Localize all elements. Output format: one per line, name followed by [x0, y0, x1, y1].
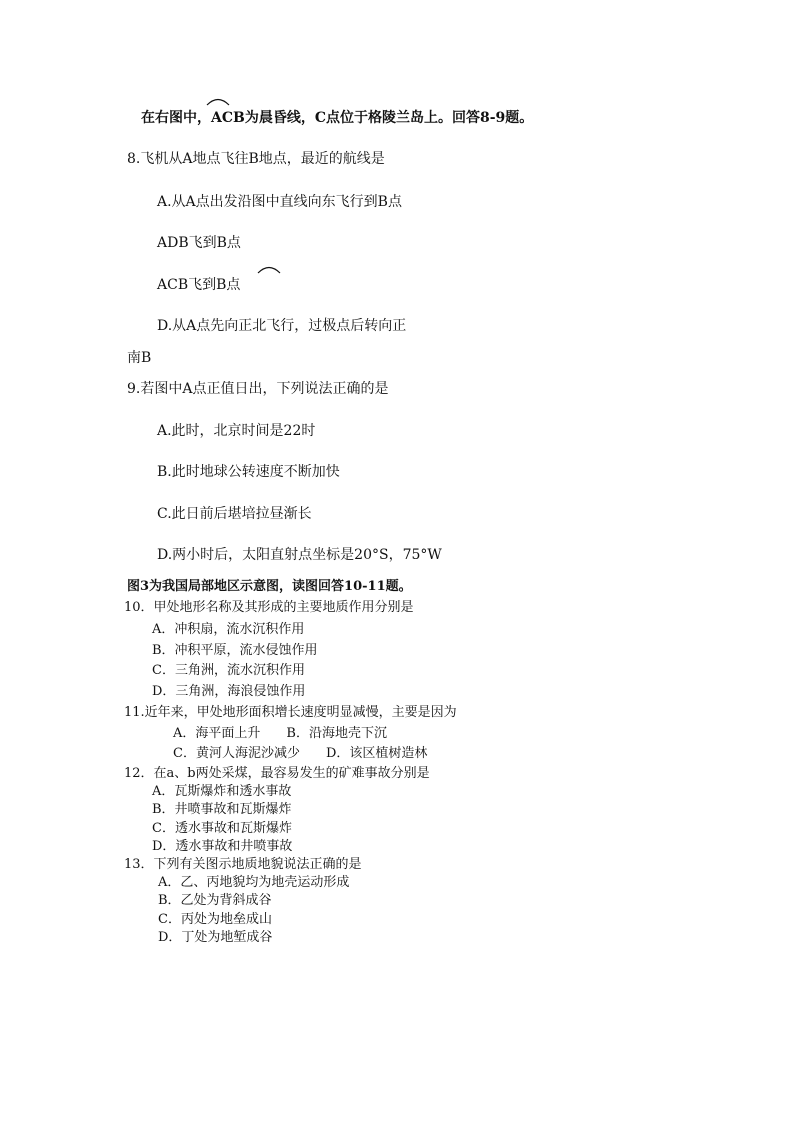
- arc-mark-icon: [257, 264, 281, 274]
- q10-option-d: D．三角洲，海浪侵蚀作用: [152, 684, 306, 699]
- q9-option-a: A.此时，北京时间是22时: [157, 423, 316, 439]
- q12-option-d: D．透水事故和井喷事故: [152, 839, 293, 854]
- q8-option-b: ADB飞到B点: [157, 235, 241, 251]
- q9-stem: 9.若图中A点正值日出，下列说法正确的是: [127, 381, 389, 397]
- q8-option-a: A.从A点出发沿图中直线向东飞行到B点: [157, 194, 402, 210]
- q12-option-a: A．瓦斯爆炸和透水事故: [152, 784, 292, 799]
- q13-option-b: B．乙处为背斜成谷: [158, 893, 272, 908]
- q13-option-c: C．丙处为地垒成山: [158, 912, 272, 927]
- q10-stem: 10．甲处地形名称及其形成的主要地质作用分别是: [124, 600, 414, 615]
- q8-option-c: ACB飞到B点: [157, 277, 241, 293]
- q10-option-b: B．冲积平原，流水侵蚀作用: [152, 643, 318, 658]
- q10-option-a: A．冲积扇，流水沉积作用: [152, 622, 305, 637]
- q13-option-d: D．丁处为地堑成谷: [158, 930, 273, 945]
- q9-option-d: D.两小时后，太阳直射点坐标是20°S，75°W: [157, 547, 442, 563]
- q11-options-row2: C．黄河人海泥沙减少 D．该区植树造林: [173, 746, 428, 761]
- section2-intro: 图3为我国局部地区示意图，读图回答10-11题。: [127, 579, 412, 594]
- arc-mark-icon: [206, 96, 230, 106]
- q11-stem: 11.近年来，甲处地形面积增长速度明显减慢，主要是因为: [124, 705, 457, 720]
- q8-option-d-continued: 南B: [127, 350, 152, 366]
- q13-stem: 13．下列有关图示地质地貌说法正确的是: [124, 857, 362, 872]
- q9-option-c: C.此日前后堪培拉昼渐长: [157, 506, 312, 522]
- q12-option-c: C．透水事故和瓦斯爆炸: [152, 821, 292, 836]
- q12-stem: 12．在a、b两处采煤，最容易发生的矿难事故分别是: [124, 766, 430, 781]
- q8-option-d: D.从A点先向正北飞行，过极点后转向正: [157, 318, 407, 334]
- q9-option-b: B.此时地球公转速度不断加快: [157, 464, 340, 480]
- q10-option-c: C．三角洲，流水沉积作用: [152, 663, 305, 678]
- q11-options-row1: A．海平面上升 B．沿海地壳下沉: [173, 726, 387, 741]
- q12-option-b: B．井喷事故和瓦斯爆炸: [152, 802, 292, 817]
- section1-intro: 在右图中，ACB为晨昏线，C点位于格陵兰岛上。回答8-9题。: [141, 110, 534, 126]
- q8-stem: 8.飞机从A地点飞往B地点，最近的航线是: [127, 151, 385, 167]
- q13-option-a: A．乙、丙地貌均为地壳运动形成: [158, 875, 350, 890]
